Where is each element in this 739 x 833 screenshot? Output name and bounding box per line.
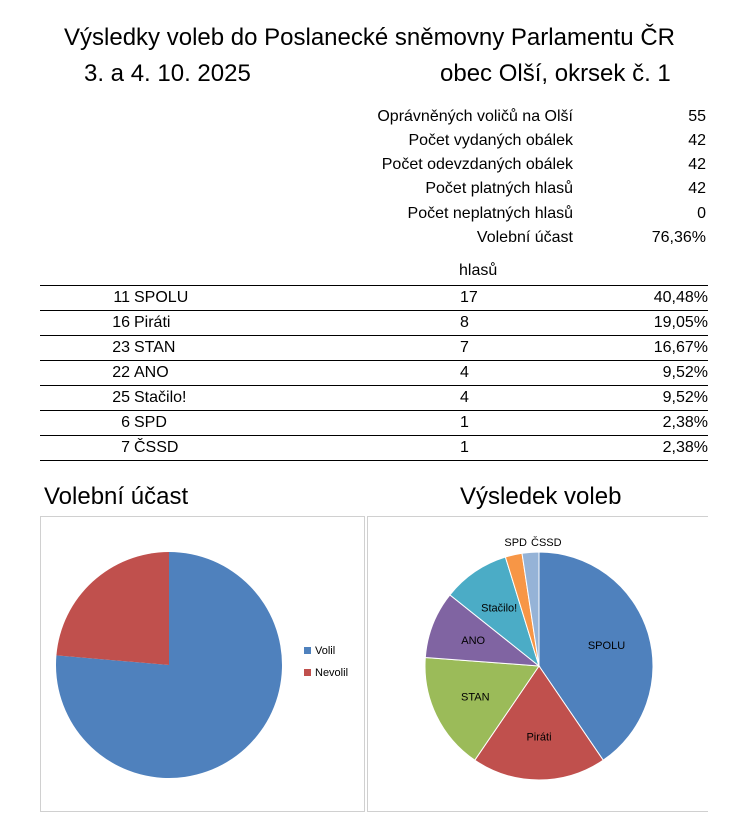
election-dates: 3. a 4. 10. 2025: [84, 60, 251, 87]
votes-column-header: hlasů: [459, 262, 498, 279]
party-name: STAN: [134, 336, 460, 361]
pie-label-spolu: SPOLU: [587, 640, 626, 653]
party-votes: 8: [460, 311, 560, 336]
party-percent: 9,52%: [560, 386, 708, 411]
party-number: 6: [40, 411, 134, 436]
table-row: [40, 336, 708, 361]
legend-swatch-volil: [304, 647, 311, 654]
pie-label-cssd: ČSSD: [531, 537, 562, 549]
table-row: [40, 311, 708, 336]
party-votes: 1: [460, 411, 560, 436]
results-table: [40, 285, 708, 461]
legend-label-nevolil: Nevolil: [315, 667, 349, 679]
table-row: [40, 436, 708, 461]
party-percent: 2,38%: [560, 436, 708, 461]
party-name: SPD: [134, 411, 460, 436]
party-votes: 4: [460, 386, 560, 411]
party-votes: 7: [460, 336, 560, 361]
election-place: obec Olší, okrsek č. 1: [440, 60, 671, 87]
results-chart-heading: Výsledek voleb: [460, 483, 622, 510]
stat-label-valid-votes: Počet platných hlasů: [425, 180, 573, 197]
page-title: Výsledky voleb do Poslanecké sněmovny Parlamentu ČR: [64, 24, 675, 51]
table-row: [40, 361, 708, 386]
party-name: Piráti: [134, 311, 460, 336]
stat-label-submitted-envelopes: Počet odevzdaných obálek: [381, 156, 573, 173]
party-number: 11: [40, 286, 134, 311]
pie-slice-nevolil: [56, 552, 169, 665]
party-number: 22: [40, 361, 134, 386]
party-number: 16: [40, 311, 134, 336]
turnout-chart-heading: Volební účast: [44, 483, 189, 510]
party-votes: 17: [460, 286, 560, 311]
table-row: [40, 286, 708, 311]
legend-swatch-nevolil: [304, 669, 311, 676]
party-number: 7: [40, 436, 134, 461]
party-votes: 4: [460, 361, 560, 386]
party-name: ANO: [134, 361, 460, 386]
pie-label-ano: ANO: [461, 635, 486, 648]
pie-label-stan: STAN: [461, 691, 490, 704]
party-number: 23: [40, 336, 134, 361]
pie-label-stacilo: Stačilo!: [481, 602, 518, 615]
turnout-pie-chart: [41, 517, 364, 811]
party-name: Stačilo!: [134, 386, 460, 411]
party-percent: 9,52%: [560, 361, 708, 386]
stat-value-turnout: 76,36%: [651, 229, 706, 246]
stat-label-eligible-voters: Oprávněných voličů na Olší: [377, 108, 573, 125]
stat-value-submitted-envelopes: 42: [688, 156, 706, 173]
results-chart-area: [367, 516, 708, 812]
stat-label-issued-envelopes: Počet vydaných obálek: [408, 132, 573, 149]
party-percent: 19,05%: [560, 311, 708, 336]
results-pie-chart: [368, 517, 708, 811]
party-percent: 16,67%: [560, 336, 708, 361]
table-row: [40, 386, 708, 411]
stat-value-valid-votes: 42: [688, 180, 706, 197]
party-name: SPOLU: [134, 286, 460, 311]
stat-value-issued-envelopes: 42: [688, 132, 706, 149]
pie-label-spd: SPD: [504, 537, 527, 549]
party-number: 25: [40, 386, 134, 411]
stat-value-eligible-voters: 55: [688, 108, 706, 125]
pie-label-pirati: Piráti: [526, 731, 552, 744]
stat-label-invalid-votes: Počet neplatných hlasů: [407, 205, 573, 222]
stat-value-invalid-votes: 0: [697, 205, 706, 222]
party-name: ČSSD: [134, 436, 460, 461]
stat-label-turnout: Volební účast: [476, 229, 573, 246]
party-percent: 40,48%: [560, 286, 708, 311]
table-row: [40, 411, 708, 436]
turnout-chart-area: [40, 516, 365, 812]
party-percent: 2,38%: [560, 411, 708, 436]
party-votes: 1: [460, 436, 560, 461]
legend-label-volil: Volil: [315, 645, 336, 657]
